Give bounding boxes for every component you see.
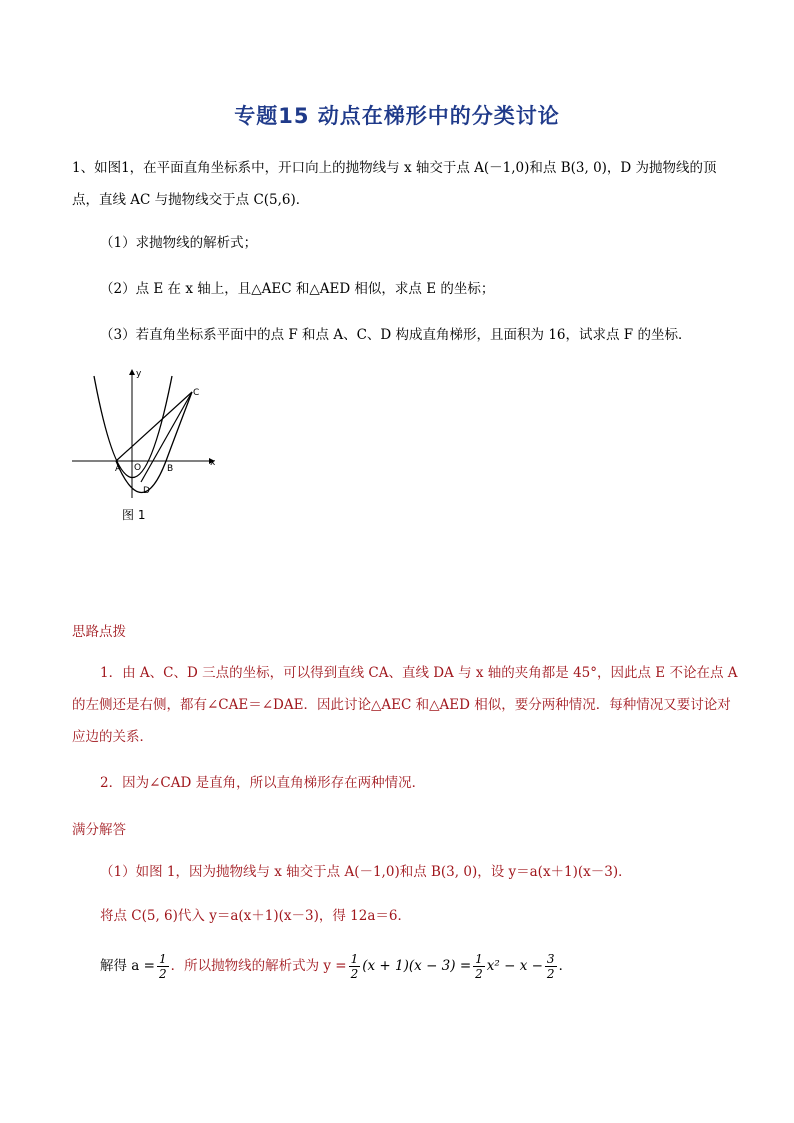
solution-line-3-prefix: 解得 a = [100,958,155,974]
fraction-denominator: 2 [475,966,483,981]
solution-line-1: （1）如图 1，因为抛物线与 x 轴交于点 A(－1,0)和点 B(3, 0)，设 y＝a(x＋1)(x－3)． [100,864,632,880]
hint-2: 2．因为∠CAD 是直角，所以直角梯形存在两种情况． [100,775,426,791]
fraction-numerator: 1 [475,951,483,966]
solution-line-3-factored: (x + 1)(x − 3) = [362,958,472,974]
fraction-denominator: 2 [158,966,167,981]
hint-1-line-1: 1．由 A、C、D 三点的坐标，可以得到直线 CA、直线 DA 与 x 轴的夹角都是 45°，因此点 E 不论在点 A [100,665,738,681]
solution-line-3-end: ． [558,958,573,974]
line-ac [116,392,192,461]
question-3: （3）若直角坐标系平面中的点 F 和点 A、C、D 构成直角梯形，且面积为 16，试求点 F 的坐标． [100,327,692,343]
fraction-three-halves [545,952,557,981]
fraction-denominator: 2 [350,966,359,981]
problem-line-1: 1、如图1，在平面直角坐标系中，开口向上的抛物线与 x 轴交于点 A(－1,0)和点 B(3, 0)，D 为抛物线的顶 [72,160,717,176]
figure-caption: 图 1 [122,508,146,522]
solution-line-3 [100,948,572,984]
hint-1-line-2: 的左侧还是右侧，都有∠CAE＝∠DAE．因此讨论△AEC 和△AED 相似，要分两种情况．每种情况又要讨论对 [72,697,731,713]
parabola-main [116,392,192,493]
label-d: D [143,486,150,496]
solution-line-2: 将点 C(5, 6)代入 y＝a(x＋1)(x－3)，得 12a＝6． [100,908,411,924]
hints-heading: 思路点拨 [72,624,126,640]
label-b: B [167,464,174,474]
solution-line-3-expanded: x² − x − [486,958,543,974]
figure-1-graph [68,364,220,502]
hint-1-line-3: 应边的关系． [72,729,153,745]
parabola-outer [94,376,172,478]
fraction-numerator: 1 [158,951,167,966]
solution-heading: 满分解答 [72,822,126,838]
fraction-denominator: 2 [546,966,555,981]
solution-line-3-middle: ．所以抛物线的解析式为 y = [170,958,347,974]
problem-line-2: 点，直线 AC 与抛物线交于点 C(5,6)． [72,192,310,208]
question-2: （2）点 E 在 x 轴上，且△AEC 和△AED 相似，求点 E 的坐标； [100,281,495,297]
fraction-numerator: 3 [546,951,555,966]
fraction-one-half-3 [473,952,485,981]
fraction-one-half [157,952,169,981]
label-c: C [193,388,200,398]
label-y: y [136,369,142,379]
label-o: O [134,463,142,473]
label-a: A [115,464,122,474]
page-title: 专题15 动点在梯形中的分类讨论 [234,104,560,128]
fraction-numerator: 1 [350,951,359,966]
question-1: （1）求抛物线的解析式； [100,235,258,251]
fraction-one-half-2 [349,952,361,981]
label-x: x [210,458,216,468]
